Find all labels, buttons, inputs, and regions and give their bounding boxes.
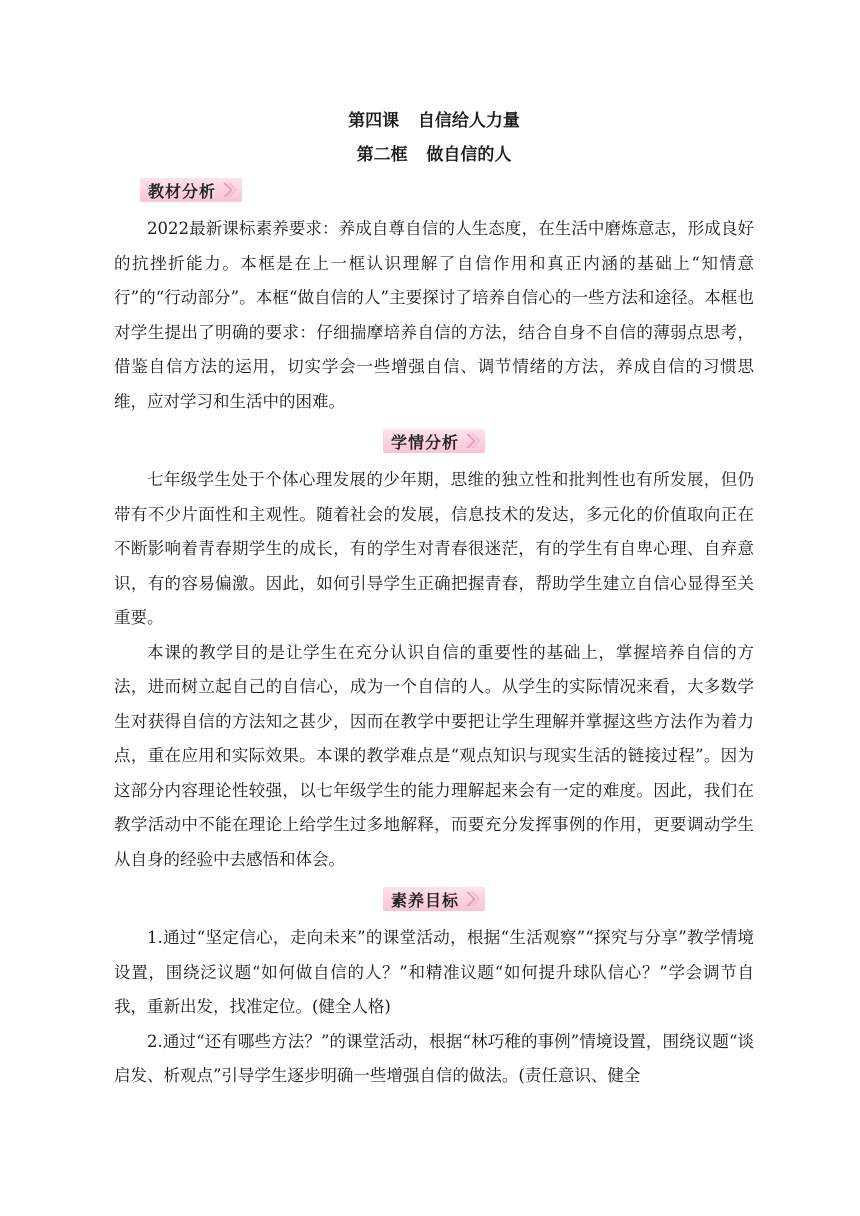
frame-number: 第二框 (356, 145, 408, 165)
paragraph: 七年级学生处于个体心理发展的少年期，思维的独立性和批判性也有所发展，但仍带有不少片面性和主观性。随着社会的发展，信息技术的发达，多元化的价值取向正在不断影响着青春期学生的成长，有的学生对青春很迷茫，有的学生有自卑心理、自弃意识，有的容易偏激。因此，如何引导学生正确把握青春，帮助学生建立自信心显得至关重要。 (114, 470, 754, 627)
chevron-right-icon (463, 890, 481, 908)
frame-name: 做自信的人 (426, 145, 512, 165)
document-page (114, 108, 754, 1094)
section-tag-label: 学情分析 (390, 432, 459, 452)
lesson-number: 第四课 (348, 111, 400, 131)
section-header-student-analysis (114, 429, 754, 455)
paragraph: 2.通过“还有哪些方法？”的课堂活动，根据“林巧稚的事例”情境设置，围绕议题“谈启发、析观点”引导学生逐步明确一些增强自信的做法。(责任意识、健全 (114, 1031, 754, 1085)
section-tag (383, 887, 485, 911)
chevron-right-icon (220, 181, 238, 199)
section-tag-label: 素养目标 (390, 890, 459, 910)
lesson-name: 自信给人力量 (417, 111, 520, 131)
chevron-right-icon (463, 432, 481, 450)
section-tag (383, 429, 485, 453)
paragraph: 2022最新课标素养要求：养成自尊自信的人生态度，在生活中磨炼意志，形成良好的抗挫折能力。本框是在上一框认识理解了自信作用和真正内涵的基础上“知情意行”的“行动部分”。本框“做自信的人”主要探讨了培养自信心的一些方法和途径。本框也对学生提出了明确的要求：仔细揣摩培养自信的方法，结合自身不自信的薄弱点思考，借鉴自信方法的运用，切实学会一些增强自信、调节情绪的方法，养成自信的习惯思维，应对学习和生活中的困难。 (114, 219, 754, 411)
section-header-textbook-analysis (114, 178, 754, 204)
section-tag (140, 178, 242, 202)
section-header-literacy-goals (114, 887, 754, 913)
paragraph: 本课的教学目的是让学生在充分认识自信的重要性的基础上，掌握培养自信的方法，进而树立起自己的自信心，成为一个自信的人。从学生的实际情况来看，大多数学生对获得自信的方法知之甚少，因而在教学中要把让学生理解并掌握这些方法作为着力点，重在应用和实际效果。本课的教学难点是“观点知识与现实生活的链接过程”。因为这部分内容理论性较强，以七年级学生的能力理解起来会有一定的难度。因此，我们在教学活动中不能在理论上给学生过多地解释，而要充分发挥事例的作用，更要调动学生从自身的经验中去感悟和体会。 (114, 642, 754, 869)
section-tag-label: 教材分析 (148, 181, 217, 201)
frame-title (114, 142, 754, 168)
lesson-title (114, 108, 754, 134)
paragraph: 1.通过“坚定信心，走向未来”的课堂活动，根据“生活观察”“探究与分享”教学情境设置，围绕泛议题“如何做自信的人？”和精准议题“如何提升球队信心？”学会调节自我，重新出发，找准定位。(健全人格) (114, 928, 754, 1016)
